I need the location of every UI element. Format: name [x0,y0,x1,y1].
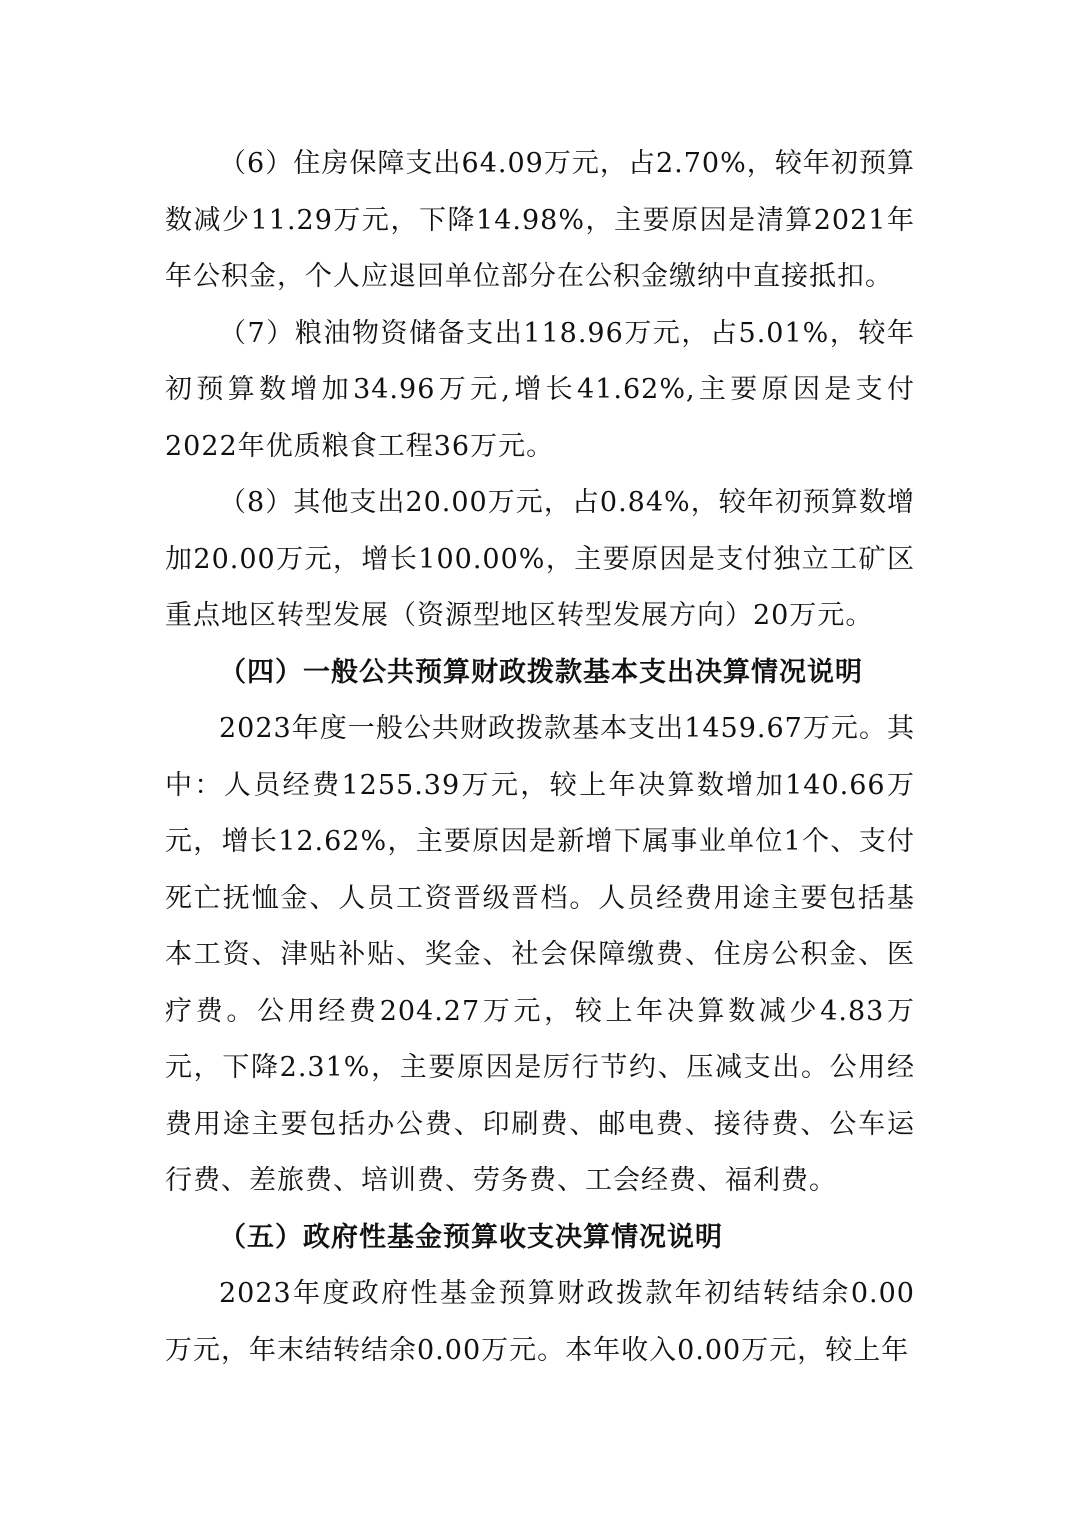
section-heading-basic-expenditure: （四）一般公共预算财政拨款基本支出决算情况说明 [219,656,863,688]
paragraph-other-expense: （8）其他支出20.00万元，占0.84%，较年初预算数增加20.00万元，增长100.00%，主要原因是支付独立工矿区重点地区转型发展（资源型地区转型发展方向）20万元。 [165,487,915,631]
paragraph-housing-expense: （6）住房保障支出64.09万元，占2.70%，较年初预算数减少11.29万元，下降14.98%，主要原因是清算2021年年公积金，个人应退回单位部分在公积金缴纳中直接抵扣。 [165,148,915,292]
paragraph-government-fund: 2023年度政府性基金预算财政拨款年初结转结余0.00万元，年末结转结余0.00万元。本年收入0.00万元，较上年 [165,1278,915,1366]
paragraph-basic-expenditure: 2023年度一般公共财政拨款基本支出1459.67万元。其中：人员经费1255.39万元，较上年决算数增加140.66万元，增长12.62%，主要原因是新增下属事业单位1个、支付死亡抚恤金、人员工资晋级晋档。人员经费用途主要包括基本工资、津贴补贴、奖金、社会保障缴费、住房公积金、医疗费。公用经费204.27万元，较上年决算数减少4.83万元，下降2.31%，主要原因是厉行节约、压减支出。公用经费用途主要包括办公费、印刷费、邮电费、接待费、公车运行费、差旅费、培训费、劳务费、工会经费、福利费。 [165,713,915,1196]
section-heading-government-fund: （五）政府性基金预算收支决算情况说明 [219,1221,723,1253]
paragraph-grain-reserve-expense: （7）粮油物资储备支出118.96万元，占5.01%，较年初预算数增加34.96万元,增长41.62%,主要原因是支付2022年优质粮食工程36万元。 [165,317,915,462]
